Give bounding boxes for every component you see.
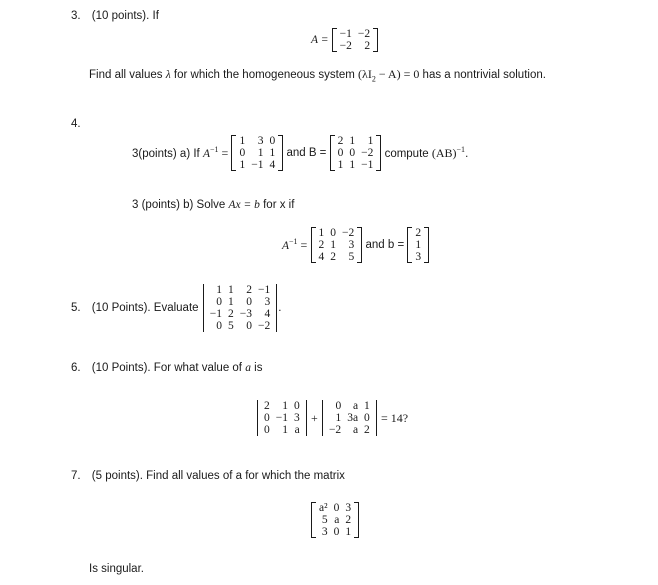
q7-footer: Is singular. bbox=[89, 563, 144, 575]
matrix-cell: 0 bbox=[216, 320, 223, 332]
q4-part-b-label bbox=[132, 199, 294, 211]
matrix-cell: 1 bbox=[415, 239, 422, 251]
q4-compute bbox=[385, 145, 469, 161]
matrix-row bbox=[316, 239, 358, 251]
matrix-row bbox=[261, 424, 303, 436]
q3-prompt-post: has a nontrivial solution. bbox=[419, 69, 546, 81]
q4-b-post: for x if bbox=[259, 199, 295, 211]
q5 bbox=[71, 284, 281, 332]
matrix-cell: a bbox=[334, 514, 340, 526]
right-bracket bbox=[424, 227, 429, 263]
q4-compute-text: compute bbox=[384, 147, 432, 160]
q7-header bbox=[71, 470, 345, 482]
q5-label: (10 Points). Evaluate bbox=[91, 302, 199, 314]
matrix-grid bbox=[261, 400, 303, 436]
left-bracket bbox=[311, 502, 316, 538]
matrix-cell: 2 bbox=[345, 514, 352, 526]
left-bracket bbox=[231, 135, 236, 171]
matrix-cell: 0 bbox=[264, 412, 270, 424]
matrix-cell: 2 bbox=[415, 227, 422, 239]
matrix-cell: 1 bbox=[367, 135, 374, 147]
matrix-row bbox=[326, 424, 373, 436]
q4-b-ainv-matrix bbox=[311, 227, 363, 263]
q4-and-b-vector: and b = bbox=[365, 239, 405, 251]
q3-header bbox=[71, 10, 159, 22]
matrix-cell: 0 bbox=[239, 147, 246, 159]
matrix-grid bbox=[412, 227, 424, 263]
right-bracket bbox=[354, 502, 359, 538]
q7-matrix bbox=[311, 502, 359, 538]
matrix-cell: 2 bbox=[264, 400, 270, 412]
matrix-cell: 3 bbox=[345, 502, 352, 514]
matrix-cell: 1 bbox=[318, 227, 325, 239]
matrix-cell: 2 bbox=[337, 135, 344, 147]
q6-determinant-1 bbox=[256, 400, 308, 436]
matrix-cell: −3 bbox=[239, 308, 253, 320]
q4-compute-end: . bbox=[465, 147, 469, 160]
left-bracket bbox=[311, 227, 316, 263]
q4-b-matrix bbox=[330, 135, 382, 171]
left-bracket bbox=[330, 135, 335, 171]
matrix-row bbox=[316, 502, 354, 514]
matrix-cell: 0 bbox=[337, 147, 344, 159]
left-bracket bbox=[257, 400, 258, 436]
q3-number: 3. bbox=[71, 10, 81, 22]
matrix-cell: −1 bbox=[258, 284, 271, 296]
matrix-cell: 3 bbox=[264, 296, 271, 308]
q6-rhs: = 14? bbox=[381, 410, 409, 425]
matrix-row bbox=[316, 526, 354, 538]
matrix-cell: 1 bbox=[349, 135, 356, 147]
q3-system-post: − A) = 0 bbox=[375, 67, 420, 81]
matrix-grid bbox=[337, 28, 374, 52]
matrix-cell: 0 bbox=[246, 320, 253, 332]
q3-matrix bbox=[332, 28, 379, 52]
q4-b-label-text: 3 (points) b) Solve bbox=[132, 199, 229, 211]
q4-b-lhs-a: A bbox=[282, 239, 290, 252]
matrix-cell: 0 bbox=[330, 227, 337, 239]
matrix-cell: −2 bbox=[258, 320, 271, 332]
matrix-cell: 3 bbox=[321, 526, 328, 538]
q6-number: 6. bbox=[71, 362, 81, 374]
matrix-cell: 1 bbox=[257, 147, 264, 159]
q4-b-eq: Ax = b bbox=[228, 199, 260, 211]
q4-compute-expr: (AB) bbox=[431, 145, 457, 160]
matrix-cell: 0 bbox=[269, 135, 276, 147]
q6-equation bbox=[256, 400, 408, 436]
matrix-grid bbox=[335, 135, 377, 171]
matrix-cell: 3 bbox=[348, 239, 355, 251]
q6-header bbox=[71, 362, 262, 374]
q3-equation bbox=[311, 28, 378, 52]
q3-system-sub: 2 bbox=[371, 74, 376, 84]
q3-system bbox=[358, 67, 420, 84]
matrix-row bbox=[316, 227, 358, 239]
matrix-row bbox=[335, 147, 377, 159]
right-bracket bbox=[376, 400, 377, 436]
matrix-cell: 2 bbox=[364, 424, 370, 436]
q4-a-lhs: A bbox=[202, 147, 210, 160]
q4-number: 4. bbox=[71, 118, 81, 130]
matrix-cell: 3a bbox=[347, 412, 359, 424]
matrix-cell: a bbox=[294, 424, 300, 436]
q3-prompt-mid: for which the homogeneous system bbox=[170, 69, 358, 81]
q4-b-eq-sign: = bbox=[297, 237, 308, 252]
matrix-row bbox=[412, 251, 424, 263]
matrix-cell: 1 bbox=[216, 284, 223, 296]
matrix-cell: −2 bbox=[339, 40, 352, 52]
matrix-cell: 0 bbox=[216, 296, 223, 308]
q4-a-label bbox=[132, 145, 228, 161]
q4-a-inverse-matrix bbox=[231, 135, 283, 171]
matrix-row bbox=[337, 28, 374, 40]
matrix-cell: a bbox=[352, 400, 359, 412]
matrix-cell: 1 bbox=[228, 296, 234, 308]
matrix-cell: 1 bbox=[282, 424, 288, 436]
matrix-grid bbox=[316, 227, 358, 263]
matrix-row bbox=[316, 251, 358, 263]
matrix-cell: 1 bbox=[335, 412, 342, 424]
matrix-grid bbox=[326, 400, 373, 436]
matrix-row bbox=[207, 296, 274, 308]
matrix-cell: 2 bbox=[318, 239, 325, 251]
matrix-cell: 0 bbox=[333, 526, 340, 538]
q3-points: (10 points). If bbox=[91, 10, 159, 22]
matrix-cell: 0 bbox=[264, 424, 270, 436]
matrix-cell: −1 bbox=[339, 28, 352, 40]
matrix-cell: 4 bbox=[269, 159, 276, 171]
q6-label: (10 Points). For what value of bbox=[91, 362, 246, 374]
left-bracket bbox=[332, 28, 337, 52]
matrix-cell: 2 bbox=[246, 284, 253, 296]
matrix-cell: 1 bbox=[282, 400, 288, 412]
matrix-cell: 2 bbox=[228, 308, 234, 320]
matrix-grid bbox=[316, 502, 354, 538]
q5-label-group bbox=[71, 302, 199, 314]
right-bracket bbox=[278, 135, 283, 171]
matrix-row bbox=[316, 514, 354, 526]
q5-number: 5. bbox=[71, 302, 81, 314]
matrix-row bbox=[207, 308, 274, 320]
right-bracket bbox=[373, 28, 378, 52]
matrix-cell: 2 bbox=[364, 40, 371, 52]
matrix-cell: 4 bbox=[264, 308, 271, 320]
q7-number: 7. bbox=[71, 470, 81, 482]
matrix-cell: −2 bbox=[357, 28, 371, 40]
matrix-cell: 1 bbox=[364, 400, 370, 412]
matrix-cell: 0 bbox=[333, 502, 340, 514]
matrix-row bbox=[207, 320, 274, 332]
matrix-cell: −1 bbox=[361, 159, 374, 171]
q4-a-label-text: 3(points) a) If bbox=[132, 147, 203, 160]
q5-determinant bbox=[202, 284, 282, 332]
matrix-row bbox=[412, 227, 424, 239]
q3-prompt bbox=[89, 67, 546, 83]
right-bracket bbox=[276, 284, 277, 332]
matrix-cell: 1 bbox=[330, 239, 337, 251]
matrix-cell: 0 bbox=[335, 400, 342, 412]
q3-lambda: λ bbox=[165, 69, 171, 81]
q4-part-b-equation bbox=[282, 227, 429, 263]
q5-end: . bbox=[278, 302, 282, 314]
q3-lhs: A = bbox=[311, 34, 329, 46]
q6-var: a bbox=[245, 362, 251, 374]
matrix-row bbox=[207, 284, 274, 296]
q4-compute-sup: −1 bbox=[456, 145, 466, 155]
matrix-cell: −2 bbox=[328, 424, 342, 436]
matrix-cell: 1 bbox=[239, 135, 246, 147]
q6-plus: + bbox=[310, 410, 318, 425]
matrix-cell: 1 bbox=[349, 159, 356, 171]
matrix-cell: 1 bbox=[345, 526, 352, 538]
matrix-row bbox=[261, 412, 303, 424]
left-bracket bbox=[322, 400, 323, 436]
q4-a-sup: −1 bbox=[209, 145, 219, 155]
matrix-cell: a bbox=[352, 424, 359, 436]
q4-a-eq: = bbox=[218, 145, 229, 160]
matrix-cell: −2 bbox=[361, 147, 374, 159]
matrix-row bbox=[236, 159, 278, 171]
q4-b-lhs bbox=[282, 237, 307, 253]
q4-part-a bbox=[132, 135, 468, 171]
matrix-cell: −1 bbox=[209, 308, 223, 320]
matrix-row bbox=[326, 400, 373, 412]
matrix-row bbox=[412, 239, 424, 251]
matrix-cell: 0 bbox=[364, 412, 370, 424]
right-bracket bbox=[357, 227, 362, 263]
matrix-cell: a² bbox=[319, 502, 328, 514]
matrix-cell: 1 bbox=[228, 284, 234, 296]
q3-prompt-pre: Find all values bbox=[89, 69, 166, 81]
matrix-cell: 5 bbox=[228, 320, 234, 332]
matrix-cell: 1 bbox=[239, 159, 246, 171]
q4-and-b: and B = bbox=[286, 147, 327, 159]
q7-matrix-wrap bbox=[311, 502, 359, 538]
q4-b-vector bbox=[407, 227, 429, 263]
q3-system-main: (λI bbox=[358, 67, 372, 81]
matrix-row bbox=[335, 159, 377, 171]
matrix-cell: 0 bbox=[246, 296, 253, 308]
matrix-cell: 3 bbox=[294, 412, 300, 424]
matrix-row bbox=[335, 135, 377, 147]
matrix-cell: 4 bbox=[318, 251, 325, 263]
matrix-cell: 5 bbox=[348, 251, 355, 263]
left-bracket bbox=[407, 227, 412, 263]
matrix-cell: 3 bbox=[415, 251, 422, 263]
matrix-cell: 3 bbox=[257, 135, 264, 147]
matrix-grid bbox=[236, 135, 278, 171]
matrix-cell: 0 bbox=[349, 147, 356, 159]
q6-determinant-2 bbox=[321, 400, 378, 436]
matrix-cell: 0 bbox=[294, 400, 300, 412]
matrix-cell: 2 bbox=[330, 251, 337, 263]
matrix-cell: 1 bbox=[337, 159, 344, 171]
right-bracket bbox=[306, 400, 307, 436]
q4-b-lhs-sup: −1 bbox=[289, 237, 298, 247]
matrix-row bbox=[337, 40, 374, 52]
matrix-cell: −1 bbox=[251, 159, 264, 171]
right-bracket bbox=[376, 135, 381, 171]
left-bracket bbox=[203, 284, 204, 332]
matrix-cell: −1 bbox=[275, 412, 288, 424]
matrix-row bbox=[236, 147, 278, 159]
q7-label: (5 points). Find all values of a for which the matrix bbox=[91, 470, 345, 482]
q6-label-end: is bbox=[250, 362, 263, 374]
matrix-row bbox=[236, 135, 278, 147]
matrix-grid bbox=[207, 284, 274, 332]
matrix-cell: 5 bbox=[321, 514, 328, 526]
matrix-row bbox=[261, 400, 303, 412]
matrix-cell: 1 bbox=[269, 147, 276, 159]
matrix-cell: −2 bbox=[342, 227, 355, 239]
matrix-row bbox=[326, 412, 373, 424]
